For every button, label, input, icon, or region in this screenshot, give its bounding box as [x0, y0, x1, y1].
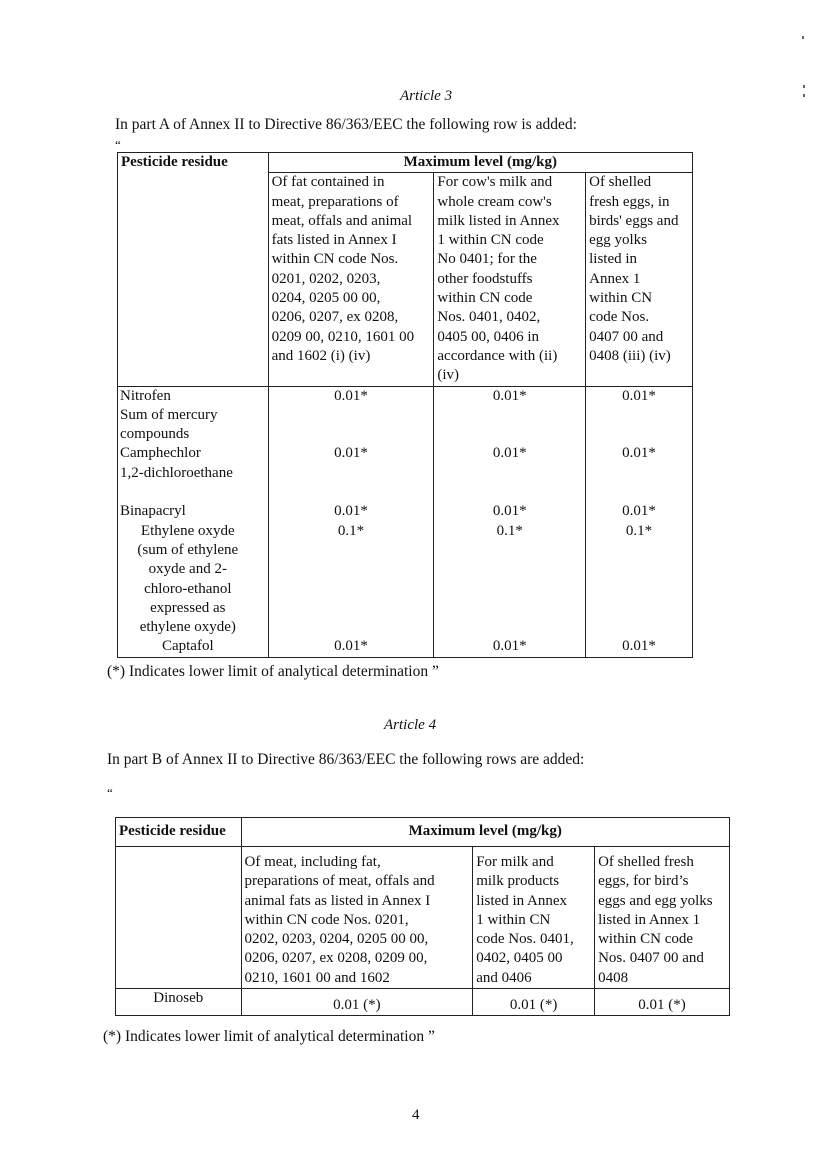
header-text-line: 1 within CN [476, 911, 551, 928]
meat-value [272, 541, 431, 560]
meat-value [272, 618, 431, 637]
page-number: 4 [412, 1107, 420, 1123]
eggs-value: 0.01 (*) [595, 989, 730, 1016]
pesticide-name: compounds [120, 426, 190, 443]
milk-column-header [473, 847, 595, 989]
header-text-line: listed in Annex 1 [598, 911, 701, 928]
milk-value: 0.01* [492, 503, 527, 520]
eggs-value [589, 580, 689, 599]
article-3-heading: Article 3 [400, 88, 453, 104]
header-text-line: Nos. 0401, 0402, [437, 309, 541, 326]
header-text-line: whole cream cow's [437, 193, 552, 210]
header-text-line: and 1602 (i) (iv) [271, 347, 371, 364]
eggs-value [589, 406, 689, 425]
meat-values-cell [268, 386, 434, 657]
header-text-line: milk products [476, 873, 560, 890]
eggs-value [589, 618, 689, 637]
pesticide-name: Dinoseb [116, 989, 242, 1016]
header-text-line: eggs, for bird’s [598, 873, 689, 890]
pesticide-residue-header: Pesticide residue [116, 818, 242, 847]
maximum-level-header: Maximum level (mg/kg) [241, 818, 730, 847]
header-text-line: For milk and [476, 854, 554, 870]
header-text-line: 0204, 0205 00 00, [271, 290, 381, 307]
eggs-value [589, 560, 689, 579]
milk-value: 0.1* [496, 522, 523, 539]
meat-value: 0.01* [334, 387, 368, 404]
header-text-line: within CN [589, 290, 653, 307]
header-text-line: within CN code [598, 931, 694, 948]
meat-column-header [241, 847, 473, 989]
header-text-line: 0202, 0203, 0204, 0205 00 00, [244, 931, 429, 948]
table-row [116, 989, 730, 1016]
meat-value [272, 599, 431, 618]
header-text-line: birds' eggs and [589, 212, 679, 229]
eggs-value: 0.01* [622, 503, 656, 520]
article-4-intro: In part B of Annex II to Directive 86/363/EEC the following rows are added: [107, 751, 585, 768]
header-text-line: 1 within CN code [437, 232, 544, 249]
header-text-line: Annex 1 [589, 270, 641, 287]
header-text-line: fats listed in Annex I [271, 232, 397, 249]
eggs-value [589, 425, 689, 444]
header-text-line: 0201, 0202, 0203, [271, 270, 381, 287]
header-text-line: 0209 00, 0210, 1601 00 [271, 328, 415, 345]
pesticide-name: ethylene oxyde) [139, 619, 236, 636]
pesticide-name: Captafol [161, 638, 214, 655]
header-text-line: meat, preparations of [271, 193, 399, 210]
header-text-line: 0405 00, 0406 in [437, 328, 540, 345]
header-text-line: (iv) [437, 367, 460, 384]
article-4-heading: Article 4 [384, 717, 437, 733]
scan-mark [802, 36, 804, 39]
header-text-line: listed in Annex [476, 892, 568, 909]
pesticide-name: expressed as [150, 599, 226, 616]
header-text-line: within CN code Nos. 0201, [244, 911, 409, 928]
meat-value [272, 560, 431, 579]
milk-value [437, 464, 582, 483]
eggs-value [589, 541, 689, 560]
header-text-line: For cow's milk and [437, 174, 553, 191]
meat-value [272, 425, 431, 444]
milk-value [437, 580, 582, 599]
header-text-line: Nos. 0407 00 and [598, 950, 704, 967]
header-text-line: code Nos. 0401, [476, 931, 574, 948]
scan-mark [803, 85, 805, 88]
header-text-line: and 0406 [476, 969, 532, 986]
header-text-line: preparations of meat, offals and [244, 873, 435, 890]
pesticide-name: Sum of mercury [120, 406, 218, 423]
pesticide-name: 1,2-dichloroethane [120, 464, 233, 481]
header-text-line: code Nos. [589, 309, 650, 326]
article-3-footnote: (*) Indicates lower limit of analytical determination ” [107, 663, 439, 680]
header-text-line: egg yolks [589, 232, 648, 249]
eggs-column-header [586, 173, 693, 386]
meat-value [272, 580, 431, 599]
eggs-value: 0.01* [622, 387, 656, 404]
header-text-line: accordance with (ii) [437, 347, 558, 364]
eggs-value [589, 599, 689, 618]
article-4-open-quote: “ [107, 785, 113, 800]
eggs-value: 0.01* [622, 638, 656, 655]
eggs-value [589, 464, 689, 483]
table-body [118, 386, 693, 657]
milk-value [437, 541, 582, 560]
header-text-line: 0206, 0207, ex 0208, [271, 309, 399, 326]
milk-value [437, 406, 582, 425]
header-text-line: within CN code [437, 290, 533, 307]
header-text-line: Of shelled [589, 174, 652, 191]
milk-value: 0.01* [492, 445, 527, 462]
meat-value: 0.1* [337, 522, 365, 539]
milk-value [437, 425, 582, 444]
header-text-line: within CN code Nos. [271, 251, 399, 268]
header-text-line: other foodstuffs [437, 270, 533, 287]
header-text-line: animal fats as listed in Annex I [244, 892, 431, 909]
eggs-value: 0.01* [622, 445, 656, 462]
pesticide-name: Binapacryl [120, 503, 186, 520]
pesticide-name: Nitrofen [120, 387, 171, 404]
header-text-line: eggs and egg yolks [598, 892, 713, 909]
table-header-row [116, 818, 730, 847]
header-text-line: 0408 [598, 969, 629, 986]
milk-value: 0.01* [492, 387, 527, 404]
header-text-line: No 0401; for the [437, 251, 537, 268]
eggs-value [589, 483, 689, 502]
article-3-table [117, 152, 693, 658]
table-subheader-row [116, 847, 730, 989]
pesticide-name: oxyde and 2- [148, 561, 227, 578]
milk-value [437, 618, 582, 637]
header-text-line: 0210, 1601 00 and 1602 [244, 969, 390, 986]
meat-fat-column-header [268, 173, 434, 386]
header-text-line: 0402, 0405 00 [476, 950, 563, 967]
milk-value [437, 560, 582, 579]
meat-value: 0.01* [334, 445, 368, 462]
header-text-line: Of fat contained in [271, 174, 385, 191]
header-text-line: Of meat, including fat, [244, 854, 381, 870]
header-text-line: 0407 00 and [589, 328, 664, 345]
meat-value [272, 483, 431, 502]
milk-value: 0.01 (*) [473, 989, 595, 1016]
pesticide-residue-header: Pesticide residue [118, 153, 269, 387]
header-text-line: Of shelled fresh [598, 854, 694, 870]
eggs-value: 0.1* [625, 522, 653, 539]
milk-value: 0.01* [492, 638, 527, 655]
meat-value: 0.01* [334, 638, 368, 655]
header-text-line: 0206, 0207, ex 0208, 0209 00, [244, 950, 428, 967]
empty-cell [116, 847, 242, 989]
milk-column-header [434, 173, 586, 386]
pesticide-name: Camphechlor [120, 445, 201, 462]
pesticide-name: (sum of ethylene [137, 541, 239, 558]
scan-mark [803, 94, 805, 97]
eggs-column-header [595, 847, 730, 989]
milk-value [437, 483, 582, 502]
header-text-line: 0408 (iii) (iv) [589, 347, 671, 364]
article-4-footnote: (*) Indicates lower limit of analytical determination ” [103, 1028, 435, 1045]
milk-values-cell [434, 386, 586, 657]
table-header-row [118, 153, 693, 173]
meat-value [272, 464, 431, 483]
header-text-line: meat, offals and animal [271, 212, 413, 229]
pesticide-name: chloro-ethanol [144, 580, 232, 597]
meat-value: 0.01* [334, 503, 368, 520]
header-text-line: fresh eggs, in [589, 193, 670, 210]
pesticide-name [120, 483, 266, 502]
eggs-values-cell [586, 386, 693, 657]
header-text-line: milk listed in Annex [437, 212, 560, 229]
meat-value: 0.01 (*) [241, 989, 473, 1016]
maximum-level-header: Maximum level (mg/kg) [268, 153, 692, 173]
pesticide-names-cell [118, 386, 269, 657]
header-text-line: listed in [589, 251, 638, 268]
article-4-table [115, 817, 730, 1016]
meat-value [272, 406, 431, 425]
article-3-intro: In part A of Annex II to Directive 86/363/EEC the following row is added: [115, 116, 577, 133]
milk-value [437, 599, 582, 618]
pesticide-name: Ethylene oxyde [140, 522, 235, 539]
article-3-open-quote: “ [115, 137, 121, 152]
